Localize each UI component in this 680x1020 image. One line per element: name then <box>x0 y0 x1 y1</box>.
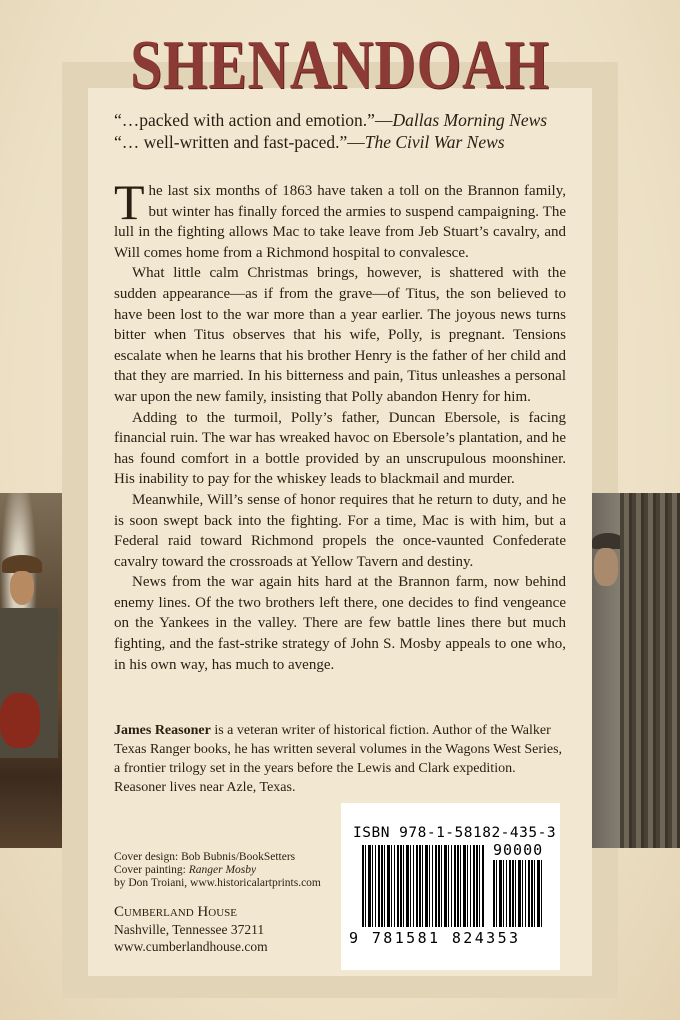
synopsis-paragraph: Adding to the turmoil, Polly’s father, Duncan Ebersole, is facing financial ruin. The war has wreaked havoc on Ebersole’s plantation, and he has found comfort in a bottle provided by an unscrupulous moonshiner. His inability to pay for the whiskey leads to blackmail and murder. <box>114 409 566 488</box>
cover-credits <box>114 851 344 890</box>
cover-painting-credit <box>114 864 344 877</box>
cover-design-credit: Cover design: Bob Bubnis/BookSetters <box>114 851 296 863</box>
publisher-url: www.cumberlandhouse.com <box>114 939 268 954</box>
painting-title: Ranger Mosby <box>188 864 257 876</box>
author-name: James Reasoner <box>114 723 211 738</box>
barcode-addon-bars <box>493 860 543 927</box>
synopsis-paragraph: What little calm Christmas brings, however, is shattered with the sudden appearance—as if from the grave—of Titus, the son believed to have been lost to the war more than a year earlier. The joyous news turns bitter when Titus observes that his wife, Polly, is pregnant. Tensions escalate when he learns that his brother Henry is the father of her child and that they are married. In his bitterness and pain, Titus unleashes a personal war upon the new family, insisting that Polly abandon Henry for him. <box>114 265 566 405</box>
review-quote <box>114 109 564 131</box>
painting-tree <box>620 493 680 848</box>
barcode-digits: 9 781581 824353 <box>349 929 521 947</box>
quote-source: Dallas Morning News <box>392 110 548 130</box>
quote-text: “… well-written and fast-paced.”— <box>114 132 365 152</box>
review-quote <box>114 131 564 153</box>
isbn-label: ISBN 978-1-58182-435-3 <box>353 825 557 841</box>
synopsis-paragraph: Meanwhile, Will’s sense of honor requires that he return to duty, and he is soon swept back into the fighting. For a time, Mac is with him, but a Federal raid toward Richmond propels the once-vaunted Confederate cavalry toward the crossroads at Yellow Tavern and destiny. <box>114 491 566 570</box>
drop-cap: T <box>114 174 145 230</box>
painter-credit: by Don Troiani, www.historicalartprints.com <box>114 877 321 889</box>
quote-text: “…packed with action and emotion.”— <box>114 110 393 130</box>
painting-face <box>594 548 618 586</box>
publisher-city: Nashville, Tennessee 37211 <box>114 922 265 937</box>
credit-label: Cover painting: <box>114 864 189 876</box>
synopsis <box>114 174 566 675</box>
review-quotes <box>114 109 564 153</box>
barcode-bars <box>362 845 484 927</box>
cover-painting-left <box>0 493 62 848</box>
book-title: SHENANDOAH <box>130 27 550 104</box>
publisher-name: Cumberland House <box>114 904 237 920</box>
painting-face <box>10 571 34 605</box>
painting-scarf <box>0 693 40 748</box>
author-bio-text: is a veteran writer of historical fiction. Author of the Walker Texas Ranger books, he has written several volumes in the Wagons West Series, a frontier trilogy set in the years before the Lewis and Clark expedition. Reasoner lives near Azle, Texas. <box>114 723 563 795</box>
synopsis-paragraph: News from the war again hits hard at the Brannon farm, now behind enemy lines. Of the two brothers left there, one decides to find vengeance on the Yankees in the valley. There are few battle lines there but much fighting, and the fast-strike strategy of John S. Mosby appeals to one who, in his own way, has much to avenge. <box>114 574 566 673</box>
cover-painting-right <box>590 493 680 848</box>
author-bio <box>114 721 566 797</box>
price-code: 90000 <box>493 841 544 859</box>
publisher-info <box>114 904 344 955</box>
synopsis-paragraph <box>114 174 566 263</box>
quote-source: The Civil War News <box>364 132 505 152</box>
paragraph-text: he last six months of 1863 have taken a toll on the Brannon family, but winter has finally forced the armies to suspend campaigning. The lull in the fighting allows Mac to take leave from Jeb Stuart’s cavalry, and Will comes home from a Richmond hospital to convalesce. <box>114 183 566 261</box>
